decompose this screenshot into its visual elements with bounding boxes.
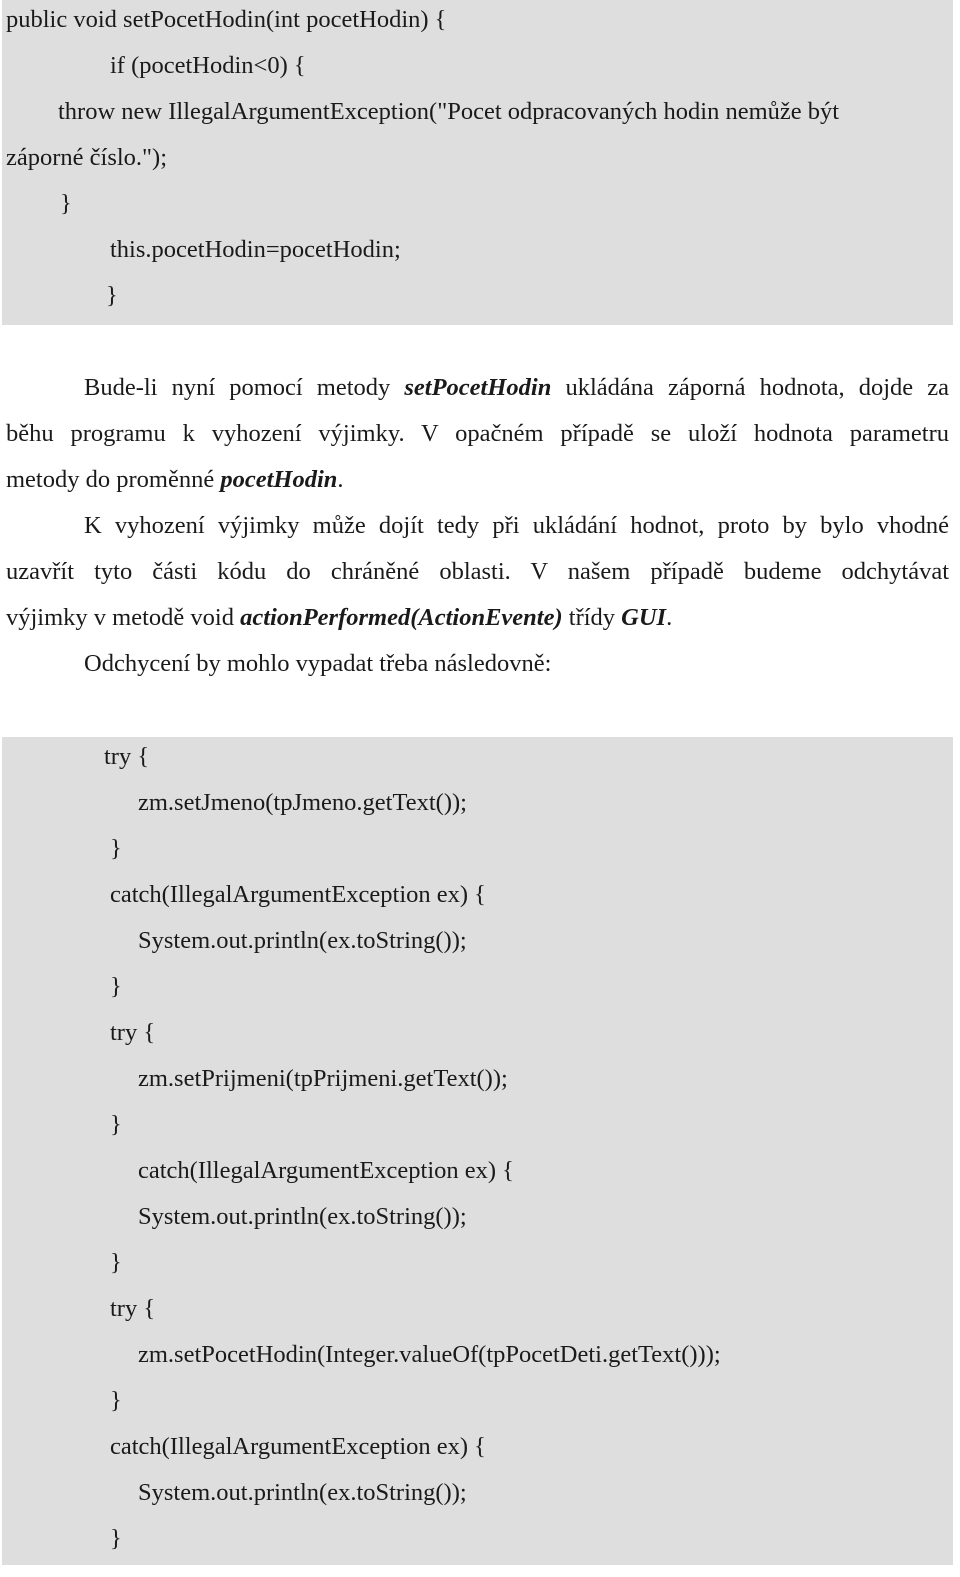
paragraph-3-line-1: Odchycení by mohlo vypadat třeba následovně: bbox=[84, 650, 552, 677]
code-line: zm.setPocetHodin(Integer.valueOf(tpPocetDeti.getText())); bbox=[138, 1341, 721, 1368]
code-line: try { bbox=[110, 1295, 156, 1322]
paragraph-1-line-3 bbox=[6, 464, 949, 496]
code-line: } bbox=[60, 190, 72, 217]
code-block-try-catch bbox=[2, 737, 953, 1565]
code-line: System.out.println(ex.toString()); bbox=[138, 1203, 467, 1230]
code-line: } bbox=[110, 1387, 122, 1414]
code-line: System.out.println(ex.toString()); bbox=[138, 927, 467, 954]
text-run: . bbox=[337, 466, 344, 493]
paragraph-1-line-1 bbox=[6, 372, 949, 404]
paragraph-2-line-3 bbox=[6, 602, 949, 634]
code-line: this.pocetHodin=pocetHodin; bbox=[110, 236, 401, 263]
code-line: public void setPocetHodin(int pocetHodin) { bbox=[6, 6, 447, 33]
method-name: actionPerformed(ActionEvente) bbox=[240, 604, 563, 631]
code-line: } bbox=[110, 1525, 122, 1552]
code-line: záporné číslo."); bbox=[6, 144, 168, 171]
code-line: throw new IllegalArgumentException("Pocet odpracovaných hodin nemůže být bbox=[58, 98, 840, 125]
text-run: . bbox=[666, 604, 673, 631]
text-run: metody do proměnné bbox=[6, 466, 221, 493]
code-line: System.out.println(ex.toString()); bbox=[138, 1479, 467, 1506]
paragraph-2-line-1: K vyhození výjimky může dojít tedy při ukládání hodnot, proto by bylo vhodné bbox=[84, 512, 949, 539]
code-line: catch(IllegalArgumentException ex) { bbox=[138, 1157, 514, 1184]
code-line: } bbox=[110, 1249, 122, 1276]
code-line: try { bbox=[110, 1019, 156, 1046]
paragraph-2-line-2: uzavřít tyto části kódu do chráněné oblasti. V našem případě budeme odchytávat bbox=[6, 558, 949, 585]
text-run: výjimky v metodě void bbox=[6, 604, 241, 631]
body-text bbox=[6, 0, 949, 700]
variable-name: pocetHodin bbox=[220, 466, 338, 493]
text-run: ukládána záporná hodnota, dojde za bbox=[551, 374, 949, 401]
code-line: } bbox=[110, 973, 122, 1000]
class-name: GUI bbox=[621, 604, 667, 631]
code-line: try { bbox=[104, 743, 150, 770]
code-line: catch(IllegalArgumentException ex) { bbox=[110, 1433, 486, 1460]
code-line: if (pocetHodin<0) { bbox=[110, 52, 306, 79]
code-line: zm.setJmeno(tpJmeno.getText()); bbox=[138, 789, 467, 816]
code-line: } bbox=[110, 1111, 122, 1138]
code-line: } bbox=[110, 835, 122, 862]
code-line: catch(IllegalArgumentException ex) { bbox=[110, 881, 486, 908]
method-name: setPocetHodin bbox=[404, 374, 552, 401]
paragraph-1-line-2: běhu programu k vyhození výjimky. V opačném případě se uloží hodnota parametru bbox=[6, 420, 949, 447]
text-run: Bude-li nyní pomocí metody bbox=[84, 374, 405, 401]
code-line: } bbox=[106, 282, 118, 309]
text-run: třídy bbox=[562, 604, 622, 631]
code-line: zm.setPrijmeni(tpPrijmeni.getText()); bbox=[138, 1065, 508, 1092]
